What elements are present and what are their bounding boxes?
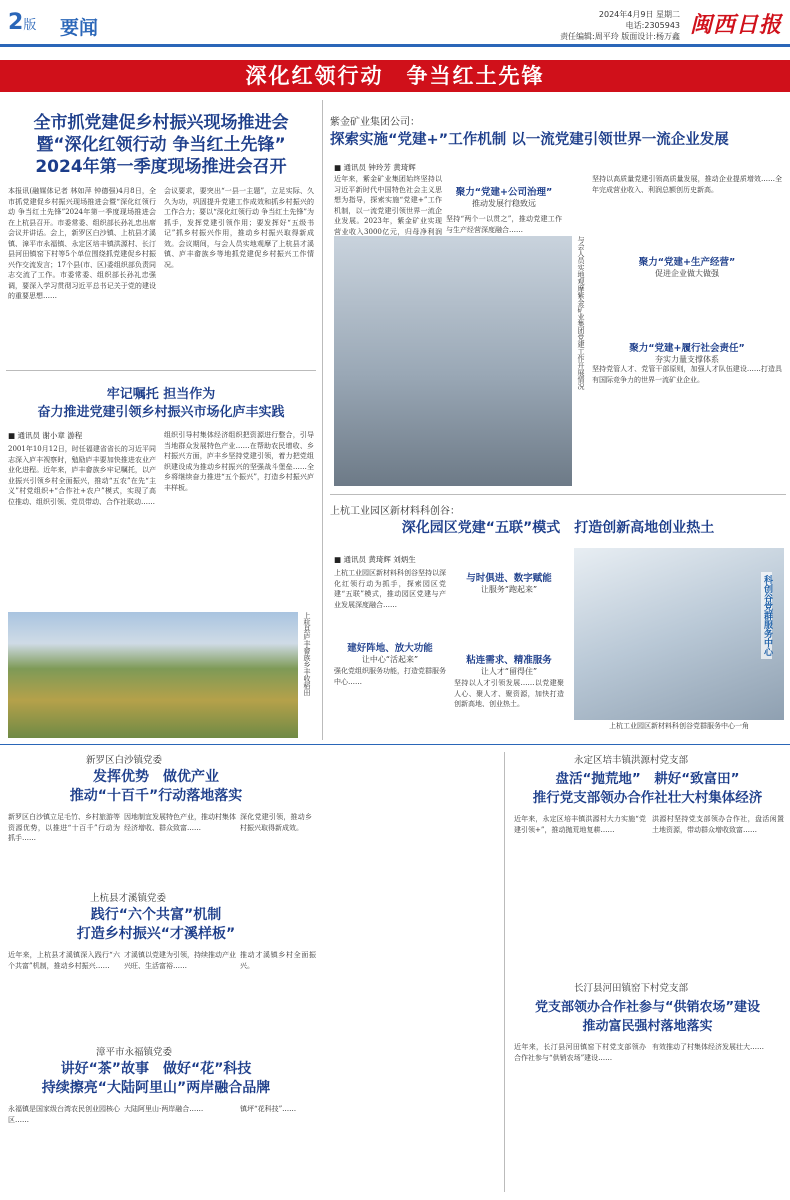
- article5-body-col3: 深化党建引领，推动乡村振兴取得新成效。: [240, 813, 312, 832]
- campaign-banner: 深化红领行动 争当红土先锋: [0, 60, 790, 92]
- article3-sub3-subtitle: 夯实力量支撑体系: [655, 355, 719, 364]
- article9-headline-line2: 推动富民强村落地落实: [582, 1019, 713, 1034]
- editor-phone: 电话:2305943: [625, 21, 680, 30]
- article1-headline-line2: 暨“深化红领行动 争当红土先锋”: [36, 135, 286, 155]
- article4-sub1-title: 建好阵地、放大功能: [347, 643, 433, 654]
- article3-byline: ■ 通讯员 钟玲芳 黄琦辉: [334, 163, 416, 172]
- innovation-center-photo: [574, 548, 784, 720]
- divider: [330, 494, 786, 495]
- article9-kicker: 长汀县河田镇窑下村党支部: [574, 983, 689, 994]
- article4-sub2: [454, 570, 564, 595]
- editor-credits: 责任编辑:周平玲 版面设计:杨万鑫: [560, 32, 680, 41]
- article2-body-col1: 2001年10月12日，时任福建省省长的习近平同志深入庐丰视察时，勉励庐丰要加快推进农业产业化进程。近年来，庐丰畲族乡牢记嘱托，以产业振兴引领乡村全面振兴，推动“五农”在先“主义”村党组织+“合作社+农户”模式，实现了高位推动、组织引领、党员带动、合作社联动……: [8, 445, 156, 506]
- article3-headline: 探索实施“党建+”工作机制 以一流党建引领世界一流企业发展: [330, 132, 729, 148]
- article4-byline: ■ 通讯员 黄琦辉 刘炳生: [334, 555, 416, 564]
- article3-sub1-subtitle: 推动发展行稳致远: [472, 199, 536, 208]
- article6-body-col3: 推动才溪镇乡村全面振兴。: [240, 951, 316, 970]
- article2-byline: ■ 通讯员 谢小章 游程: [8, 431, 83, 440]
- masthead-rule: [0, 44, 790, 47]
- article3-kicker: 紫金矿业集团公司：: [330, 117, 420, 128]
- article4-body-col3: 坚持以人才引领发展……以党建聚人心、聚人才、聚资源，加快打造创新高地、创业热土。: [454, 679, 564, 708]
- article7-body-col3: 镇坪“花科技”……: [240, 1105, 297, 1113]
- article5-headline: [6, 768, 306, 806]
- article4-photo-caption: 上杭工业园区新材料科创谷党群服务中心一角: [609, 722, 749, 730]
- article5-kicker: 新罗区白沙镇党委: [86, 755, 163, 766]
- article8-body-col1: 近年来，永定区培丰镇洪源村大力实施“党建引领+”，推动抛荒地复耕……: [514, 815, 646, 834]
- article6-headline-line2: 打造乡村振兴“才溪样板”: [76, 926, 236, 942]
- article8-headline: [510, 770, 785, 808]
- article3-body-col4: 坚持党管人才、党管干部原则，加强人才队伍建设……打造具有国际竞争力的世界一流矿业企业。: [592, 365, 782, 384]
- article3-sub2-subtitle: 促进企业做大做强: [655, 269, 719, 278]
- article2-headline: [6, 386, 316, 422]
- column-divider: [504, 752, 505, 1192]
- article1-headline-line3: 2024年第一季度现场推进会召开: [35, 157, 287, 177]
- article1-body-col1: 本报讯(融媒体记者 林如萍 钟德强)4月8日，全市抓党建促乡村振兴现场推进会暨“深化红领行动 争当红土先锋”2024年第一季度现场推进会在上杭县召开。市委常委、组织部长孙礼忠出席会议并讲话。会上，新罗区白沙镇、上杭县才溪镇、漳平市永福镇、永定区培丰镇洪源村、长汀县河田镇窑下村等5个单位围绕抓党建促乡村振兴作交流发言；17个县(市、区)委组织部负责同志交流了工作。市委常委、组织部长孙礼忠强调，要深入学习贯彻习近平总书记关于党的建设的重要思想……: [8, 187, 156, 300]
- article4-sub2-subtitle: 让服务“跑起来”: [480, 585, 538, 594]
- article2-photo-caption: 上杭县庐丰畲族乡丰收稻田: [303, 612, 311, 696]
- article3-body-col2: 坚持“两个一以贯之”，推动党建工作与生产经营深度融合……: [446, 215, 562, 234]
- article9-body-col2: 有效推动了村集体经济发展壮大……: [652, 1043, 764, 1051]
- article4-sub1: [334, 640, 446, 665]
- meeting-photo: [334, 236, 572, 486]
- article4-body-col2: 强化党组织服务功能，打造党群服务中心……: [334, 667, 446, 686]
- article6-headline-line1: 践行“六个共富”机制: [90, 907, 222, 923]
- article8-kicker: 永定区培丰镇洪源村党支部: [574, 755, 689, 766]
- divider: [0, 744, 790, 745]
- section-title: 要闻: [60, 17, 99, 39]
- article2-body-col2: 组织引导村集体经济组织把资源进行整合，引导当地群众发展特色产业……在帮助农民增收、乡村振兴方面，庐丰乡坚持党建引领，着力把党组织建设成为推动乡村振兴的坚强战斗堡垒……全乡将继续奋力推进“五个振兴”，打造乡村振兴庐丰样板。: [164, 431, 314, 492]
- article4-sub1-subtitle: 让中心“活起来”: [361, 655, 419, 664]
- article8-body-col2: 洪源村坚持党支部领办合作社，盘活闲置土地资源，带动群众增收致富……: [652, 815, 784, 834]
- article2-headline-line1: 牢记嘱托 担当作为: [106, 387, 216, 402]
- article1-headline: [6, 112, 316, 178]
- article5-body-col2: 因地制宜发展特色产业，推动村集体经济增收、群众致富……: [124, 813, 236, 832]
- article3-body-col1: 近年来，紫金矿业集团始终坚持以习近平新时代中国特色社会主义思想为指导，探索实施“党建+”工作机制，以一流党建引领世界一流企业发展。2023年，紫金矿业实现营业收入3000亿元，归母净利润: [334, 175, 442, 236]
- issue-date: 2024年4月9日 星期二: [598, 10, 680, 19]
- article7-headline-line1: 讲好“茶”故事 做好“花”科技: [60, 1061, 252, 1077]
- article4-sub3-subtitle: 让人才“留得住”: [480, 667, 538, 676]
- article3-photo-caption: 与会人员实地观摩紫金矿业集团党建工作开展情况: [577, 236, 585, 390]
- article4-body-col1: 上杭工业园区新材料科创谷坚持以深化红领行动为抓手，探索园区党建“五联”模式，推动园区党建与产业发展深度融合……: [334, 569, 446, 609]
- divider: [6, 370, 316, 371]
- article4-headline: 深化园区党建“五联”模式 打造创新高地创业热土: [401, 520, 715, 536]
- article6-body-col2: 才溪镇以党建为引领，持续推动产业兴旺、生活富裕……: [124, 951, 236, 970]
- article6-headline: [6, 906, 306, 944]
- rice-field-photo: [8, 612, 298, 738]
- article9-headline-line1: 党支部领办合作社参与“供销农场”建设: [534, 1000, 761, 1015]
- page-number: 2版: [8, 10, 37, 35]
- article2-headline-line2: 奋力推进党建引领乡村振兴市场化庐丰实践: [37, 405, 285, 420]
- article9-headline: [510, 998, 785, 1036]
- article3-sub2: [592, 254, 782, 279]
- article3-sub1: [446, 184, 562, 209]
- article7-headline: [6, 1060, 306, 1098]
- article3-sub2-title: 聚力“党建+生产经营”: [638, 257, 736, 268]
- article3-body-col3-top: 坚持以高质量党建引领高质量发展，推动企业提质增效……全年完成营业收入、利润总额创历史新高。: [592, 175, 782, 194]
- article1-body-col2: 会议要求，要突出“一县一主题”，立足实际、久久为功，巩固提升党建工作成效和抓乡村振兴的工作合力；要以“深化红领行动 争当红土先锋”为抓手，发挥党建引领作用；要发挥好“五级书记”抓乡村振兴作用，推动乡村振兴取得新成效。会议期间，与会人员实地观摩了上杭县才溪镇、庐丰畲族乡等地抓党建促乡村振兴工作情况。: [164, 187, 314, 269]
- article7-headline-line2: 持续擦亮“大陆阿里山”两岸融合品牌: [41, 1080, 271, 1096]
- article5-headline-line1: 发挥优势 做优产业: [93, 769, 219, 785]
- article9-body-col1: 近年来，长汀县河田镇窑下村党支部领办合作社参与“供销农场”建设……: [514, 1043, 646, 1062]
- article3-sub3-title: 聚力“党建+履行社会责任”: [629, 343, 745, 354]
- column-divider: [322, 100, 323, 740]
- article6-body-col1: 近年来，上杭县才溪镇深入践行“六个共富”机制，推动乡村振兴……: [8, 951, 120, 970]
- article7-body-col1: 永福镇是国家级台湾农民创业园核心区……: [8, 1105, 120, 1124]
- article7-kicker: 漳平市永福镇党委: [96, 1047, 173, 1058]
- masthead-meta: [500, 9, 680, 42]
- article7-body-col2: 大陆阿里山·两岸融合……: [124, 1105, 204, 1113]
- article5-body-col1: 新罗区白沙镇立足毛竹、乡村旅游等资源优势，以推进“十百千”行动为抓手……: [8, 813, 120, 842]
- photo-sign: 科创谷党群服务中心: [761, 572, 772, 659]
- newspaper-logo: 闽西日报: [690, 12, 783, 38]
- article4-sub2-title: 与时俱进、数字赋能: [466, 573, 552, 584]
- article8-headline-line2: 推行党支部领办合作社壮大村集体经济: [532, 790, 763, 806]
- article4-sub3-title: 粘连需求、精准服务: [466, 655, 552, 666]
- article6-kicker: 上杭县才溪镇党委: [90, 893, 167, 904]
- article8-headline-line1: 盘活“抛荒地” 耕好“致富田”: [555, 771, 740, 787]
- article3-sub1-title: 聚力“党建+公司治理”: [455, 187, 553, 198]
- article4-sub3: [454, 652, 564, 677]
- article1-headline-line1: 全市抓党建促乡村振兴现场推进会: [33, 113, 289, 133]
- article5-headline-line2: 推动“十百千”行动落地落实: [69, 788, 243, 804]
- article4-kicker: 上杭工业园区新材料科创谷：: [330, 506, 460, 517]
- article3-sub3: [592, 340, 782, 365]
